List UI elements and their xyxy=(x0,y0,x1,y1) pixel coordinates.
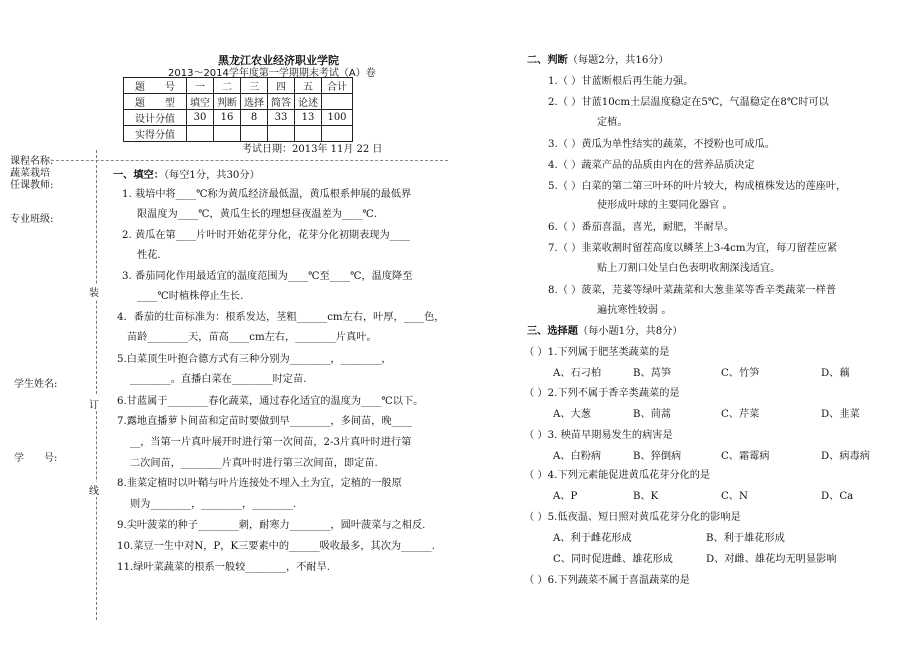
class-label: 专业班级: xyxy=(10,214,54,225)
choice-option: B、猝倒病 xyxy=(633,451,682,462)
score-table-cell: 设计分值 xyxy=(124,110,187,126)
section2-note: （每题2分，共16分） xyxy=(567,55,669,66)
choice-option: C、同时促进雌、雄花形成 xyxy=(553,554,673,565)
teacher-label: 任课教师: xyxy=(10,180,54,191)
choice-option: A、P xyxy=(553,491,578,502)
choice-question-stem: （ ）1.下列属于肥茎类蔬菜的是 xyxy=(524,347,670,358)
section1-line: ____℃时植株停止生长. xyxy=(137,291,244,302)
choice-option: C、霜霉病 xyxy=(721,451,770,462)
score-table-cell: 合计 xyxy=(322,78,353,94)
choice-option: A、大葱 xyxy=(553,409,591,420)
score-table-cell: 二 xyxy=(214,78,241,94)
section1-line: __，当第一片真叶展开时进行第一次间苗，2-3片真叶时进行第 xyxy=(130,437,412,448)
section1-note: （每空1分，共30分） xyxy=(163,170,260,181)
student-name-label: 学生姓名: xyxy=(14,379,58,390)
score-table-cell: 100 xyxy=(322,110,353,126)
section3-heading xyxy=(527,322,683,337)
section3-note: （每小题1分，共8分） xyxy=(577,326,683,337)
binding-dashed-line xyxy=(96,150,97,620)
choice-option: B、茼蒿 xyxy=(633,409,672,420)
score-table-row xyxy=(124,94,353,110)
school-name: 黑龙江农业经济职业学院 xyxy=(218,54,339,67)
choice-option: A、利于雌花形成 xyxy=(553,533,632,544)
section1-line: 4．番茄的壮苗标准为：根系发达，茎粗______cm左右，叶厚，____色， xyxy=(117,312,445,323)
choice-option: D、对雌、雄花均无明显影响 xyxy=(706,554,837,565)
section1-line: 苗龄________天，苗高____cm左右，________片真叶。 xyxy=(127,332,377,343)
section2-heading xyxy=(527,51,669,66)
choice-option: C、芹菜 xyxy=(721,409,760,420)
choice-option: C、N xyxy=(721,491,748,502)
section2-line: 2.（ ）甘蓝10cm土层温度稳定在5℃，气温稳定在8℃时可以 xyxy=(548,97,829,108)
choice-option: A、石刁柏 xyxy=(553,368,602,379)
score-table-cell: 三 xyxy=(241,78,268,94)
section2-line: 4.（ ）蔬菜产品的品质由内在的营养品质决定 xyxy=(548,160,755,171)
section1-line: 8.韭菜定植时以叶鞘与叶片连接处不埋入土为宜，定植的一般原 xyxy=(117,478,402,489)
score-table-cell: 论述 xyxy=(295,94,322,110)
section2-line: 遍抗寒性较弱 。 xyxy=(597,305,672,316)
score-table-cell: 13 xyxy=(295,110,322,126)
score-table-cell xyxy=(322,94,353,110)
section1-line: ________。直播白菜在________时定苗. xyxy=(130,374,307,385)
section2-line: 6.（ ）番茄喜温，喜光，耐肥，半耐旱。 xyxy=(548,222,735,233)
section1-line: 1. 栽培中将____℃称为黄瓜经济最低温，黄瓜根系伸展的最低界 xyxy=(122,189,412,200)
section1-line: 则为________，________，________. xyxy=(130,499,297,510)
course-name-label: 课程名称: xyxy=(10,156,54,167)
section1-line: 7.露地直播萝卜间苗和定苗时要做到早________，多间苗，晚____ xyxy=(117,416,412,427)
binding-char-xian: 线 xyxy=(89,482,99,497)
choice-question-stem: （ ）3. 秧苗早期易发生的病害是 xyxy=(524,430,673,441)
section2-line: 定植。 xyxy=(597,117,628,128)
binding-char-ding: 订 xyxy=(89,396,99,411)
section1-title: 一、填空： xyxy=(113,170,164,181)
score-table-cell: 题 型 xyxy=(124,94,187,110)
section2-line: 5.（ ）白菜的第二第三叶环的叶片较大，构成植株发达的莲座叶， xyxy=(548,181,847,192)
section2-line: 7.（ ）韭菜收割时留茬高度以鳞茎上3-4cm为宜，每刀留茬应紧 xyxy=(548,243,838,254)
section2-line: 3.（ ）黄瓜为单性结实的蔬菜，不授粉也可成瓜。 xyxy=(548,139,775,150)
section2-line: 使形成叶球的主要同化器官 。 xyxy=(597,200,733,211)
choice-option: C、竹笋 xyxy=(721,368,760,379)
student-id-label: 学 号: xyxy=(14,453,58,464)
section2-line: 贴上刀割口处呈白色表明收割深浅适宜。 xyxy=(597,263,781,274)
section2-line: 1.（ ）甘蓝断根后再生能力强。 xyxy=(548,76,694,87)
choice-option: D、韭菜 xyxy=(821,409,860,420)
section1-line: 性花. xyxy=(137,250,161,261)
section1-line: 2. 黄瓜在第____片叶时开始花芽分化，花芽分化初期表现为____ xyxy=(122,230,411,241)
score-table-row xyxy=(124,78,353,94)
section1-heading xyxy=(113,166,260,181)
section1-line: 6.甘蓝属于________春化蔬菜，通过春化适宜的温度为____℃以下。 xyxy=(117,396,424,407)
score-table-cell: 实得分值 xyxy=(124,126,187,142)
score-table-cell: 选择 xyxy=(241,94,268,110)
section2-title: 二、判断 xyxy=(527,55,568,66)
score-table-cell xyxy=(187,126,214,142)
score-table-cell: 题 号 xyxy=(124,78,187,94)
choice-option: D、藕 xyxy=(821,368,850,379)
exam-title: 2013～2014学年度第一学期期末考试（A）卷 xyxy=(168,68,376,79)
choice-question-stem: （ ）6.下列蔬菜不属于喜温蔬菜的是 xyxy=(524,575,690,586)
score-table-cell: 五 xyxy=(295,78,322,94)
choice-option: D、Ca xyxy=(821,491,854,502)
score-table-cell: 四 xyxy=(268,78,295,94)
choice-question-stem: （ ）2.下列不属于香辛类蔬菜的是 xyxy=(524,388,680,399)
header-dashed-divider xyxy=(16,160,448,161)
score-table-cell: 16 xyxy=(214,110,241,126)
section1-line: 10.菜豆一生中对N，P，K三要素中的______吸收最多，其次为______. xyxy=(117,541,435,552)
score-table xyxy=(123,77,353,142)
choice-option: B、莴笋 xyxy=(633,368,672,379)
choice-option: B、利于雄花形成 xyxy=(706,533,785,544)
choice-option: D、病毒病 xyxy=(821,451,870,462)
section1-line: 二次间苗，________片真叶时进行第三次间苗，即定苗. xyxy=(130,458,378,469)
section1-line: 9.尖叶菠菜的种子________刺，耐寒力________，圆叶菠菜与之相反. xyxy=(117,520,426,531)
score-table-cell: 一 xyxy=(187,78,214,94)
score-table-cell xyxy=(214,126,241,142)
course-name-value: 蔬菜栽培 xyxy=(10,168,50,179)
binding-char-zhuang: 装 xyxy=(89,284,99,299)
exam-date: 考试日期：2013年 11月 22 日 xyxy=(242,144,383,155)
score-table-cell: 填空 xyxy=(187,94,214,110)
score-table-cell: 33 xyxy=(268,110,295,126)
score-table-row xyxy=(124,110,353,126)
section2-line: 8.（ ）菠菜，芫荽等绿叶菜蔬菜和大葱韭菜等香辛类蔬菜一样普 xyxy=(548,285,837,296)
score-table-cell: 8 xyxy=(241,110,268,126)
score-table-cell: 30 xyxy=(187,110,214,126)
choice-option: B、K xyxy=(633,491,659,502)
section1-line: 3. 番茄同化作用最适宜的温度范围为____℃至____℃，温度降至 xyxy=(122,271,413,282)
score-table-cell: 判断 xyxy=(214,94,241,110)
choice-question-stem: （ ）4.下列元素能促进黄瓜花芽分化的是 xyxy=(524,470,711,481)
choice-option: A、白粉病 xyxy=(553,451,602,462)
section3-title: 三、选择题 xyxy=(527,326,578,337)
section1-line: 限温度为____℃，黄瓜生长的理想昼夜温差为____℃. xyxy=(137,209,377,220)
section1-line: 11.绿叶菜蔬菜的根系一般较________，不耐旱. xyxy=(117,562,331,573)
score-table-cell: 简答 xyxy=(268,94,295,110)
section1-line: 5.白菜顶生叶抱合德方式有三种分别为________，________， xyxy=(117,354,392,365)
choice-question-stem: （ ）5.低夜温、短日照对黄瓜花芽分化的影响是 xyxy=(524,512,741,523)
